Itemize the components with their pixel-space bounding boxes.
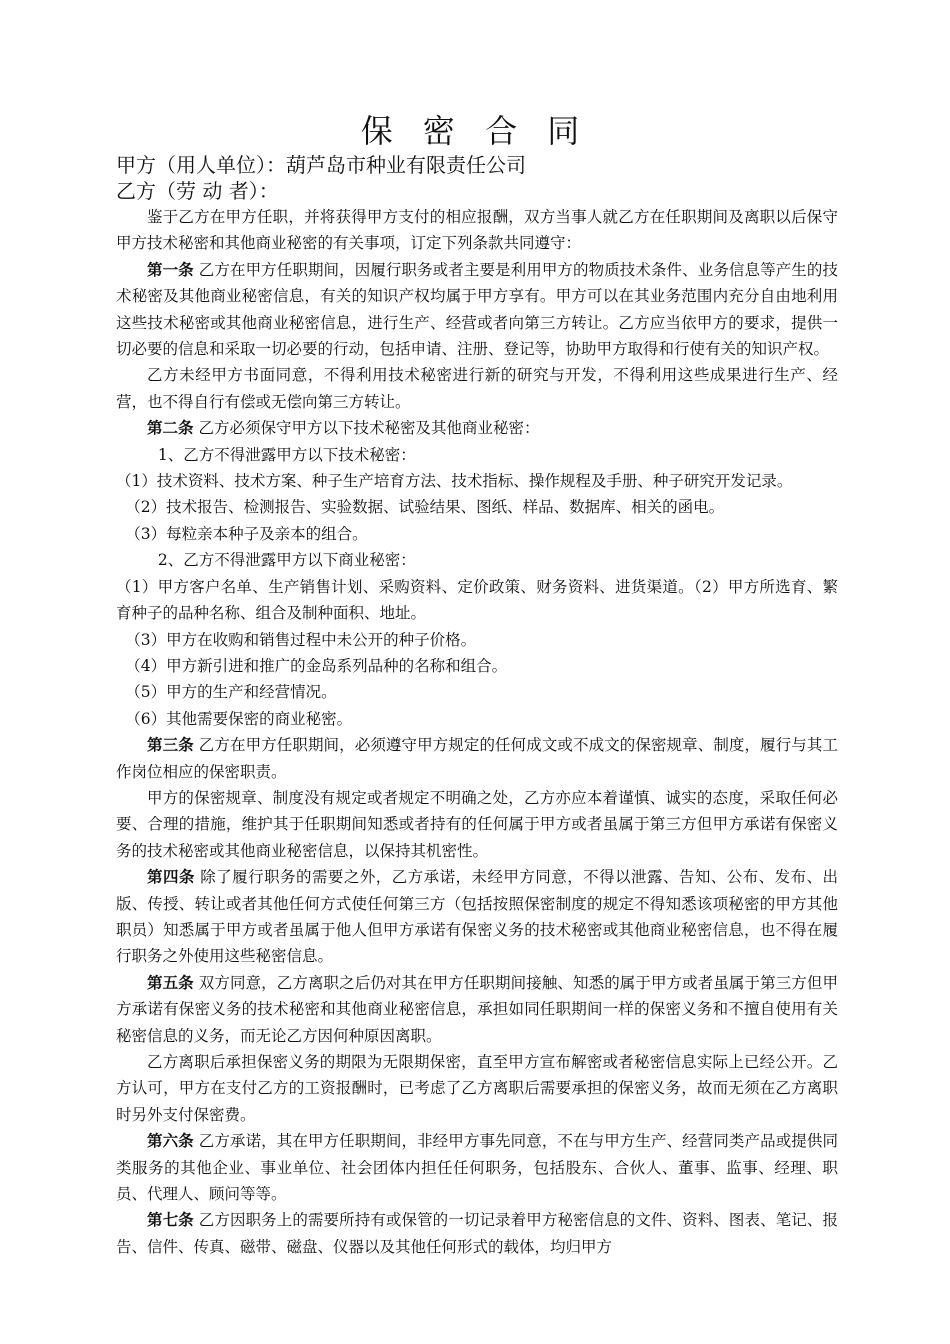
paragraph-text: （1）技术资料、技术方案、种子生产培育方法、技术指标、操作规程及手册、种子研究开发记录。 — [116, 472, 793, 491]
paragraph — [116, 627, 838, 653]
paragraph — [116, 864, 838, 970]
paragraph — [116, 785, 838, 864]
paragraph-text: （6）其他需要保密的商业秘密。 — [125, 709, 353, 728]
paragraph — [116, 442, 838, 468]
paragraph — [116, 362, 838, 415]
paragraph-text: 甲方的保密规章、制度没有规定或者规定不明确之处，乙方亦应本着谨慎、诚实的态度，采取任何必要、合理的措施，维护其于任职期间知悉或者持有的任何属于甲方或者虽属于第三方但甲方承诺有保密义务的技术秘密或其他商业秘密信息，以保持其机密性。 — [116, 788, 838, 860]
paragraph — [116, 732, 838, 785]
paragraph — [116, 1128, 838, 1207]
article-number: 第五条 — [147, 973, 194, 992]
paragraph-text: （2）技术报告、检测报告、实验数据、试验结果、图纸、样品、数据库、相关的函电。 — [125, 498, 725, 517]
paragraph-text: 乙方在甲方任职期间，必须遵守甲方规定的任何成文或不成文的保密规章、制度，履行与其工作岗位相应的保密职责。 — [116, 736, 838, 781]
paragraph — [116, 468, 838, 494]
paragraph — [116, 204, 838, 257]
paragraph — [116, 547, 838, 573]
paragraph-text: 2、乙方不得泄露甲方以下商业秘密： — [157, 551, 416, 570]
paragraph-text: （1）甲方客户名单、生产销售计划、采购资料、定价政策、财务资料、进货渠道。（2）甲方所选育、繁育种子的品种名称、组合及制种面积、地址。 — [116, 577, 838, 623]
paragraph-text: 乙方在甲方任职期间，因履行职务或者主要是利用甲方的物质技术条件、业务信息等产生的技术秘密及其他商业秘密信息，有关的知识产权均属于甲方享有。甲方可以在其业务范围内充分自由地利用这些技术秘密或其他商业秘密信息，进行生产、经营或者向第三方转让。乙方应当依甲方的要求，提供一切必要的信息和采取一切必要的行动，包括申请、注册、登记等，协助甲方取得和行使有关的知识产权。 — [116, 260, 838, 359]
paragraph-text: 乙方因职务上的需要所持有或保管的一切记录着甲方秘密信息的文件、资料、图表、笔记、报告、信件、传真、磁带、磁盘、仪器以及其他任何形式的载体，均归甲方 — [116, 1211, 838, 1256]
paragraph-text: 鉴于乙方在甲方任职，并将获得甲方支付的相应报酬，双方当事人就乙方在任职期间及离职以后保守甲方技术秘密和其他商业秘密的有关事项，订定下列条款共同遵守： — [116, 208, 838, 253]
paragraph — [116, 257, 838, 363]
article-number: 第六条 — [147, 1132, 194, 1151]
paragraph — [116, 706, 838, 732]
party-a-line: 甲方（用人单位）：葫芦岛市种业有限责任公司 — [116, 153, 526, 177]
contract-body — [116, 204, 838, 1260]
paragraph — [116, 574, 838, 627]
paragraph-text: （3）甲方在收购和销售过程中未公开的种子价格。 — [125, 630, 477, 649]
article-number: 第二条 — [147, 419, 194, 438]
paragraph-text: 乙方必须保守甲方以下技术秘密及其他商业秘密： — [193, 419, 540, 438]
paragraph-text: 乙方未经甲方书面同意，不得利用技术秘密进行新的研究与开发，不得利用这些成果进行生产、经营，也不得自行有偿或无偿向第三方转让。 — [116, 366, 838, 411]
paragraph — [116, 970, 838, 1049]
paragraph-text: 乙方离职后承担保密义务的期限为无限期保密，直至甲方宣布解密或者秘密信息实际上已经公开。乙方认可，甲方在支付乙方的工资报酬时，已考虑了乙方离职后需要承担的保密义务，故而无须在乙方离职时另外支付保密费。 — [116, 1053, 838, 1124]
paragraph — [116, 653, 838, 679]
article-number: 第七条 — [147, 1211, 194, 1230]
paragraph — [116, 1207, 838, 1260]
paragraph-text: 双方同意，乙方离职之后仍对其在甲方任职期间接触、知悉的属于甲方或者虽属于第三方但甲方承诺有保密义务的技术秘密和其他商业秘密信息，承担如同任职期间一样的保密义务和不擅自使用有关秘密信息的义务，而无论乙方因何种原因离职。 — [116, 973, 838, 1045]
paragraph-text: （3）每粒亲本种子及亲本的组合。 — [125, 524, 368, 543]
article-number: 第三条 — [147, 736, 194, 755]
paragraph — [116, 494, 838, 520]
paragraph-text: 乙方承诺，其在甲方任职期间，非经甲方事先同意，不在与甲方生产、经营同类产品或提供同类服务的其他企业、事业单位、社会团体内担任任何职务，包括股东、合伙人、董事、监事、经理、职员、代理人、顾问等等。 — [116, 1132, 838, 1204]
paragraph-text: （5）甲方的生产和经营情况。 — [125, 683, 337, 702]
paragraph — [116, 679, 838, 705]
party-b-line: 乙方（劳 动 者）： — [116, 179, 279, 203]
paragraph — [116, 521, 838, 547]
article-number: 第四条 — [147, 868, 195, 887]
paragraph-text: 除了履行职务的需要之外，乙方承诺，未经甲方同意，不得以泄露、告知、公布、发布、出版、传授、转让或者其他任何方式使任何第三方（包括按照保密制度的规定不得知悉该项秘密的甲方其他职员）知悉属于甲方或者虽属于他人但甲方承诺有保密义务的技术秘密或其他商业秘密信息，也不得在履行职务之外使用这些秘密信息。 — [116, 868, 838, 966]
paragraph-text: 1、乙方不得泄露甲方以下技术秘密： — [157, 445, 416, 464]
paragraph — [116, 1049, 838, 1128]
paragraph — [116, 415, 838, 441]
article-number: 第一条 — [147, 260, 194, 279]
document-title: 保 密 合 同 — [360, 112, 590, 150]
paragraph-text: （4）甲方新引进和推广的金岛系列品种的名称和组合。 — [125, 656, 508, 675]
